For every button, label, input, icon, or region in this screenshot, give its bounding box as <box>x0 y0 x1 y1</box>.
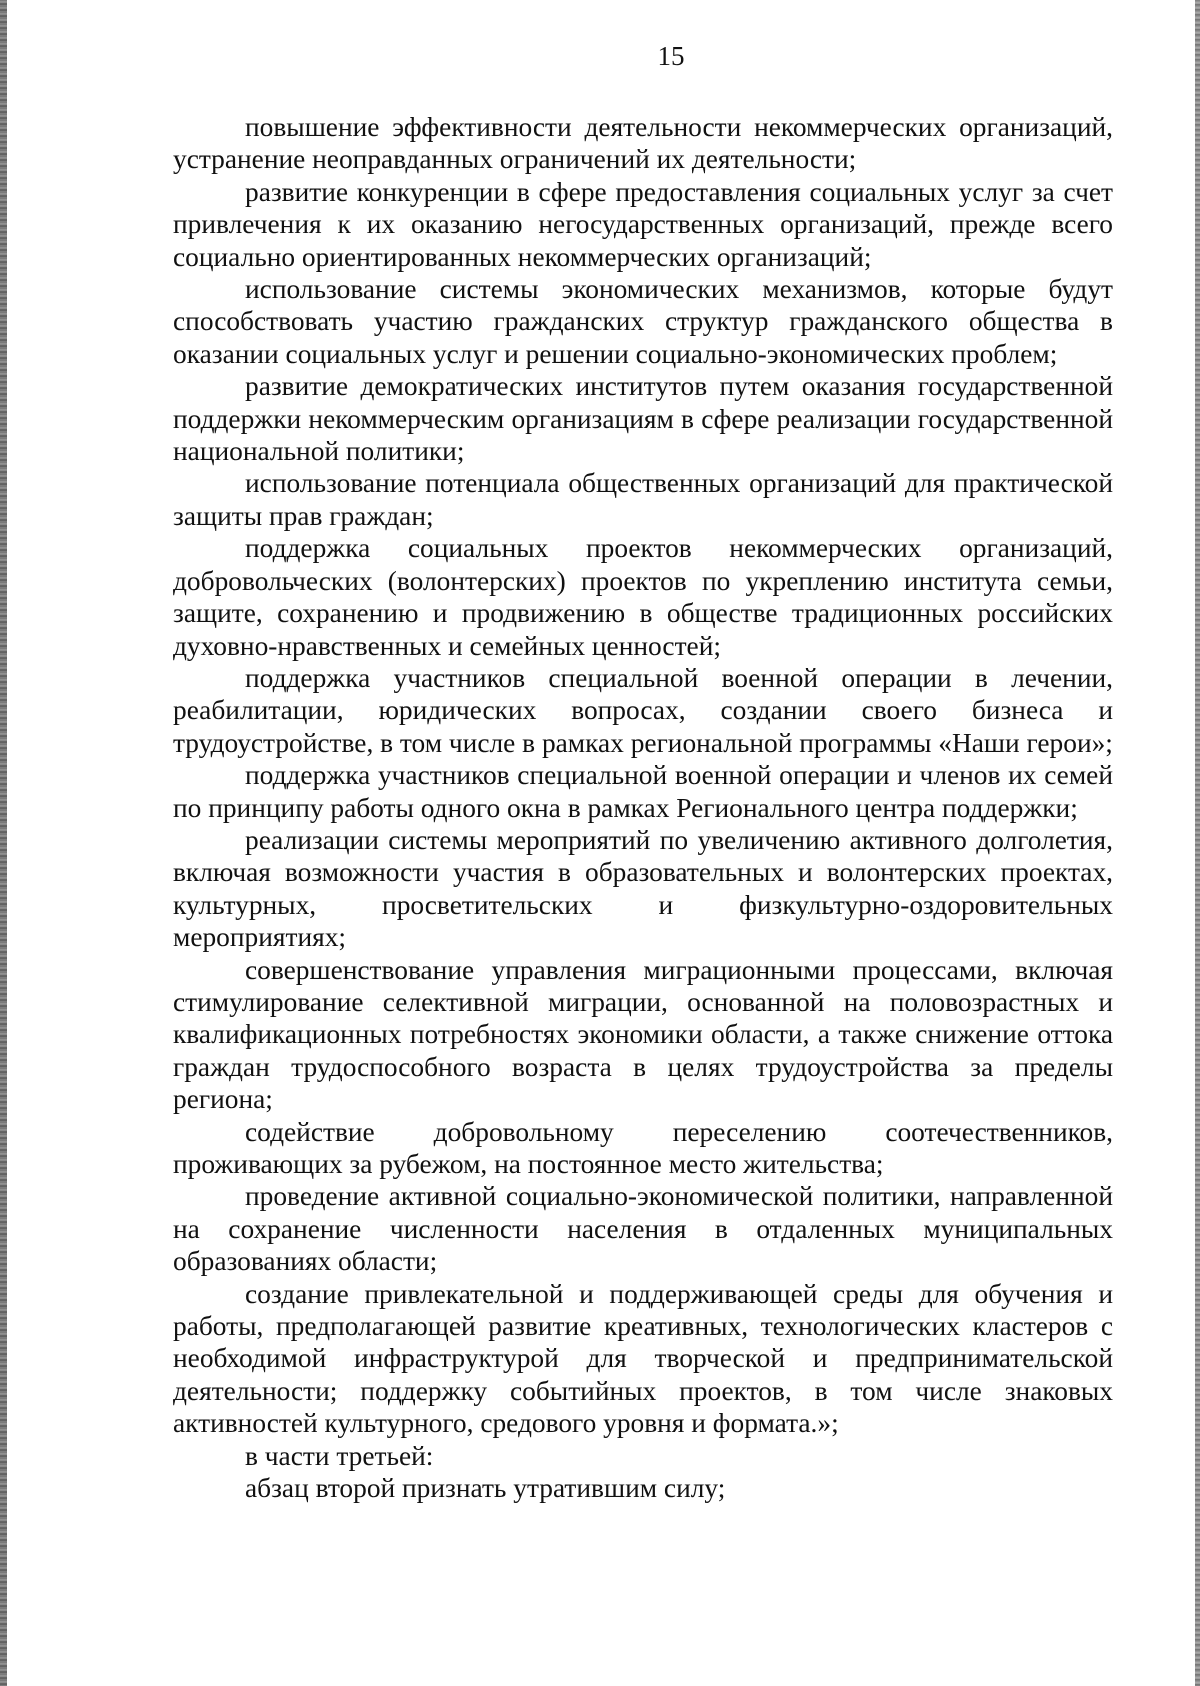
paragraph: поддержка участников специальной военной операции и членов их семей по принципу работы одного окна в рамках Регионального центра поддержки; <box>173 760 1113 823</box>
paragraph: реализации системы мероприятий по увеличению активного долголетия, включая возможности участия в образовательных и волонтерских проектах, культурных, просветительских и физкультурно-оздоровительных мероприятиях; <box>173 824 1113 953</box>
paragraph: создание привлекательной и поддерживающей среды для обучения и работы, предполагающей развитие креативных, технологических кластеров с необходимой инфраструктурой для творческой и предпринимательской деятельности; поддержку событийных проектов, в том числе знаковых активностей культурного, средового уровня и формата.»; <box>173 1278 1113 1439</box>
paragraph: абзац второй признать утратившим силу; <box>245 1473 726 1504</box>
scan-edge-right <box>1195 0 1200 1686</box>
paragraph: развитие демократических институтов путем оказания государственной поддержки некоммерческим организациям в сфере реализации государственной национальной политики; <box>173 371 1113 467</box>
document-body <box>173 111 1113 1504</box>
paragraph: поддержка участников специальной военной операции в лечении, реабилитации, юридических вопросах, создании своего бизнеса и трудоустройстве, в том числе в рамках региональной программы «Наши герои»; <box>173 662 1113 758</box>
paragraph: в части третьей: <box>245 1440 434 1471</box>
paragraph: поддержка социальных проектов некоммерческих организаций, добровольческих (волонтерских) проектов по укреплению института семьи, защите, сохранению и продвижению в обществе традиционных российских духовно-нравственных и семейных ценностей; <box>173 533 1113 661</box>
scan-edge-left <box>0 0 7 1686</box>
paragraph: использование системы экономических механизмов, которые будут способствовать участию гражданских структур гражданского общества в оказании социальных услуг и решении социально-экономических проблем; <box>173 274 1113 369</box>
paragraph: повышение эффективности деятельности некоммерческих организаций, устранение неоправданных ограничений их деятельности; <box>173 112 1113 175</box>
paragraph: развитие конкуренции в сфере предоставления социальных услуг за счет привлечения к их оказанию негосударственных организаций, прежде всего социально ориентированных некоммерческих организаций; <box>173 176 1113 272</box>
paragraph: проведение активной социально-экономической политики, направленной на сохранение численности населения в отдаленных муниципальных образованиях области; <box>173 1181 1113 1277</box>
paragraph: совершенствование управления миграционными процессами, включая стимулирование селективной миграции, основанной на половозрастных и квалификационных потребностях экономики области, а также снижение оттока граждан трудоспособного возраста в целях трудоустройства за пределы региона; <box>173 954 1113 1115</box>
page-number: 15 <box>657 41 685 71</box>
paragraph: использование потенциала общественных организаций для практической защиты прав граждан; <box>173 468 1113 531</box>
paragraph: содействие добровольному переселению соотечественников, проживающих за рубежом, на постоянное место жительства; <box>173 1116 1113 1179</box>
